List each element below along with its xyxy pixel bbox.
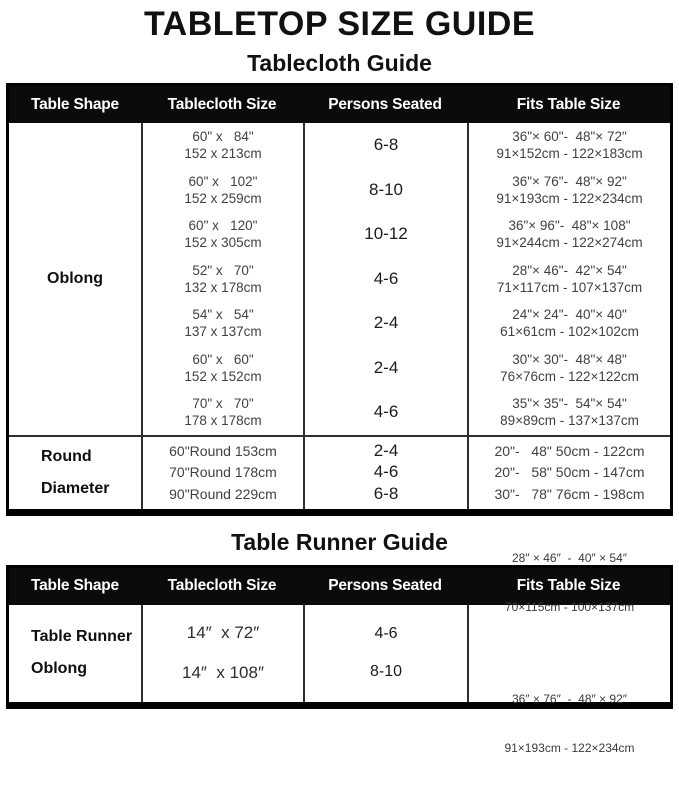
oblong-persons-column (303, 123, 467, 435)
fits-cell (469, 123, 670, 168)
fits-cm: 91×193cm - 122×234cm (496, 190, 643, 206)
fits-cell: 20"- 48" 50cm - 122cm (494, 443, 645, 460)
runner-table (6, 550, 673, 755)
round-section (9, 435, 670, 509)
shape-label-round-diameter (9, 437, 141, 509)
size-cell: 70"Round 178cm (169, 464, 277, 481)
fits-inches: 24"× 24"- 40"× 40" (512, 307, 627, 323)
size-cm: 178 x 178cm (184, 413, 262, 429)
round-persons-column (303, 437, 467, 509)
header-persons-seated: Persons Seated (328, 577, 442, 594)
fits-inches: 28″ × 46″ - 40″ × 54″ (511, 550, 628, 565)
persons-cell: 4-6 (374, 625, 398, 642)
fits-cm: 91×244cm - 122×274cm (496, 235, 643, 251)
size-inches: 52" x 70" (192, 262, 254, 278)
size-cell: 14″ x 108″ (182, 663, 264, 682)
shape-line: Round (41, 447, 92, 465)
round-fits-column (467, 437, 670, 509)
fits-cm: 91×152cm - 122×183cm (496, 146, 643, 162)
size-cm: 152 x 259cm (184, 190, 262, 206)
fits-cell (469, 168, 670, 213)
fits-cell (469, 301, 670, 346)
size-inches: 60" x 102" (188, 173, 258, 189)
fits-inches: 35"× 35"- 54"× 54" (512, 396, 627, 412)
header-tablecloth-size: Tablecloth Size (167, 577, 277, 594)
size-cell (143, 212, 303, 257)
persons-cell: 6-8 (373, 483, 399, 503)
oblong-fits-column (467, 123, 670, 435)
fits-inches: 36"× 76"- 48"× 92" (512, 173, 627, 189)
size-cell: 90"Round 229cm (169, 485, 277, 502)
size-cm: 132 x 178cm (184, 279, 262, 295)
persons-cell: 2-4 (373, 357, 399, 377)
runner-size-column (141, 605, 303, 702)
round-size-column (141, 437, 303, 509)
fits-cell: 30"- 78" 76cm - 198cm (494, 485, 645, 502)
shape-label-oblong: Oblong (47, 269, 103, 287)
header-fits-table-size: Fits Table Size (516, 95, 621, 113)
runner-guide-heading: Table Runner Guide (231, 528, 448, 555)
persons-cell: 10-12 (364, 224, 408, 244)
shape-label-table-runner (9, 605, 141, 702)
size-inches: 70" x 70" (192, 396, 254, 412)
fits-cell (469, 658, 670, 790)
size-cm: 152 x 305cm (184, 235, 262, 251)
fits-cm: 76×76cm - 122×122cm (500, 368, 639, 384)
oblong-size-column (141, 123, 303, 435)
size-cell: 14″ x 72″ (186, 623, 260, 642)
size-cell (143, 346, 303, 391)
size-cell (143, 390, 303, 435)
fits-cell (469, 257, 670, 302)
fits-cell (469, 517, 670, 649)
persons-cell: 8-10 (368, 179, 404, 199)
persons-cell: 8-10 (369, 663, 403, 680)
persons-cell: 6-8 (373, 135, 399, 155)
persons-cell: 2-4 (373, 313, 399, 333)
size-inches: 60" x 120" (188, 218, 258, 234)
persons-cell: 4-6 (373, 462, 399, 482)
fits-inches: 30"× 30"- 48"× 48" (512, 351, 627, 367)
size-cm: 137 x 137cm (184, 324, 262, 340)
tablecloth-table (6, 83, 673, 516)
header-tablecloth-size: Tablecloth Size (167, 95, 277, 113)
header-table-shape: Table Shape (31, 95, 119, 113)
fits-inches: 36"× 96"- 48"× 108" (508, 218, 631, 234)
fits-cell: 20"- 58" 50cm - 147cm (494, 464, 645, 481)
fits-cm: 61×61cm - 102×102cm (500, 324, 639, 340)
runner-persons-column (303, 605, 467, 702)
size-cm: 152 x 152cm (184, 368, 262, 384)
shape-line: Table Runner (31, 628, 133, 645)
size-cell (143, 123, 303, 168)
persons-cell: 2-4 (373, 441, 399, 461)
size-cell (143, 301, 303, 346)
fits-cell (469, 212, 670, 257)
fits-inches: 36″ × 76″ - 48″ × 92″ (511, 691, 628, 706)
fits-cm: 89×89cm - 137×137cm (500, 413, 639, 429)
size-cell: 60"Round 153cm (169, 443, 277, 460)
fits-cell (469, 390, 670, 435)
tablecloth-header-row (9, 86, 670, 123)
fits-cm: 91×193cm - 122×234cm (504, 741, 635, 755)
size-cell (143, 168, 303, 213)
oblong-section (9, 123, 670, 435)
size-inches: 60" x 84" (192, 129, 254, 145)
size-inches: 54" x 54" (192, 307, 254, 323)
tablecloth-guide-heading: Tablecloth Guide (247, 50, 432, 76)
shape-line: Diameter (41, 479, 110, 497)
fits-inches: 36"× 60"- 48"× 72" (512, 129, 627, 145)
fits-cm: 71×117cm - 107×137cm (496, 279, 643, 295)
persons-cell: 4-6 (373, 402, 399, 422)
fits-cell (469, 346, 670, 391)
fits-cm: 70×115cm - 100×137cm (504, 600, 635, 614)
size-cell (143, 257, 303, 302)
header-table-shape: Table Shape (31, 577, 119, 594)
header-fits-table-size: Fits Table Size (516, 577, 621, 594)
header-persons-seated: Persons Seated (328, 95, 442, 113)
shape-line: Oblong (31, 660, 87, 677)
size-inches: 60" x 60" (192, 351, 254, 367)
persons-cell: 4-6 (373, 268, 399, 288)
size-cm: 152 x 213cm (184, 146, 262, 162)
page-title: TABLETOP SIZE GUIDE (143, 5, 536, 43)
fits-inches: 28"× 46"- 42"× 54" (512, 262, 627, 278)
